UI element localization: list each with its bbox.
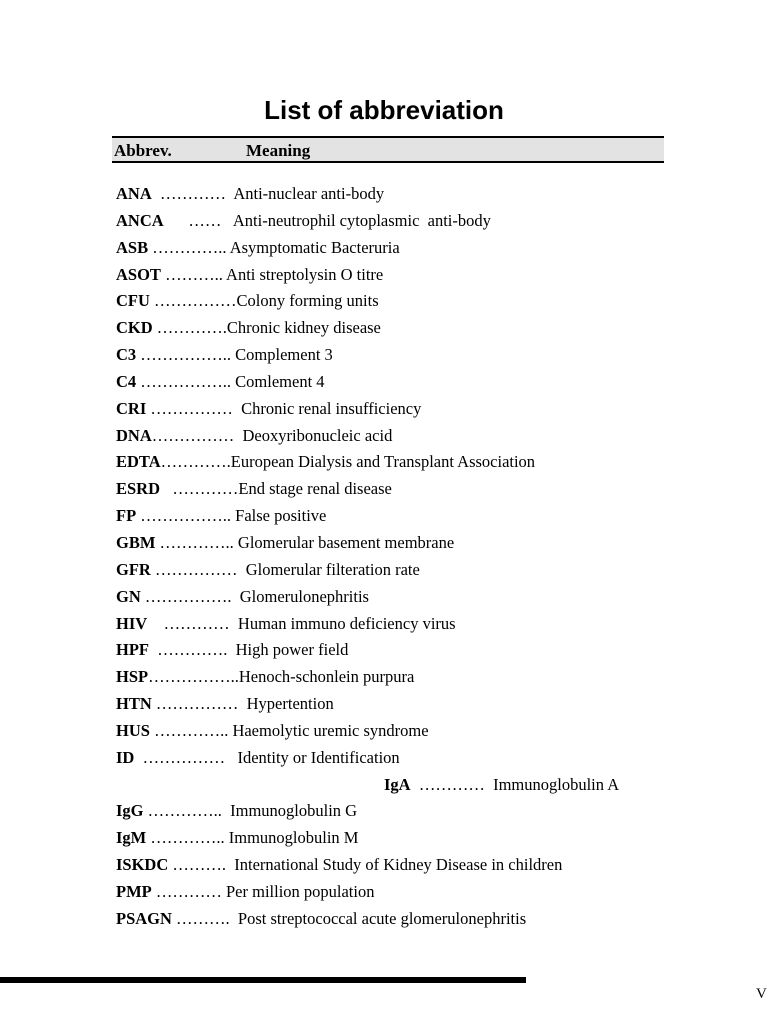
entry-leader-dots: ………….: [160, 452, 231, 472]
entry-meaning: Comlement 4: [235, 371, 325, 391]
header-meaning: Meaning: [246, 141, 311, 160]
entry-leader-dots: …………: [160, 479, 239, 499]
entry-meaning: Asymptomatic Bacteruria: [229, 237, 400, 257]
entry-abbreviation: ID: [116, 747, 135, 767]
entry-abbreviation: PMP: [116, 881, 152, 901]
entry-meaning: False positive: [235, 506, 327, 526]
list-item: [116, 315, 676, 342]
list-item: [116, 611, 676, 638]
entry-leader-dots: …………: [151, 881, 226, 901]
entry-abbreviation: ASOT: [116, 264, 161, 284]
entry-leader-dots: ……………: [150, 559, 246, 579]
entry-abbreviation: ESRD: [116, 479, 161, 499]
entry-abbreviation: FP: [116, 506, 137, 526]
entry-meaning: Henoch-schonlein purpura: [238, 667, 415, 687]
entry-abbreviation: CFU: [116, 291, 150, 311]
entry-abbreviation: HTN: [116, 694, 152, 714]
entry-leader-dots: ……………: [134, 747, 238, 767]
entry-abbreviation: ANCA: [116, 210, 164, 230]
entry-leader-dots: …………..: [146, 828, 229, 848]
entry-leader-dots: …………: [151, 184, 234, 203]
entry-meaning: High power field: [235, 640, 349, 660]
abbreviation-list: [116, 181, 676, 933]
entry-abbreviation: C3: [116, 345, 137, 365]
entry-abbreviation: HPF: [116, 640, 149, 660]
entry-leader-dots: …………..: [148, 237, 230, 257]
entry-leader-dots: …………: [147, 613, 238, 633]
entry-leader-dots: ………..: [160, 264, 227, 284]
entry-leader-dots: ……………: [149, 291, 237, 311]
entry-abbreviation: HIV: [116, 613, 148, 633]
entry-meaning: Chronic kidney disease: [226, 318, 381, 338]
entry-abbreviation: GN: [116, 586, 141, 606]
entry-abbreviation: EDTA: [116, 452, 161, 472]
footer-rule: [0, 977, 526, 983]
entry-leader-dots: ……….: [171, 908, 238, 928]
entry-meaning: Chronic renal insufficiency: [241, 398, 422, 418]
list-item: [116, 503, 676, 530]
entry-meaning: Per million population: [225, 881, 375, 901]
list-item: [116, 852, 676, 879]
entry-leader-dots: …………..: [149, 720, 233, 740]
list-item: [116, 798, 676, 825]
list-item: [116, 825, 676, 852]
entry-meaning: Anti streptolysin O titre: [226, 264, 384, 284]
entry-meaning: Identity or Identification: [237, 747, 400, 767]
entry-abbreviation: HUS: [116, 720, 150, 740]
list-item: [116, 691, 676, 718]
entry-abbreviation: IgA: [384, 774, 411, 794]
list-item: [116, 637, 676, 664]
entry-abbreviation: CRI: [116, 398, 147, 418]
list-item: [116, 879, 676, 906]
list-item: [116, 235, 676, 262]
list-item: [116, 476, 676, 503]
entry-abbreviation: GFR: [116, 559, 151, 579]
list-item: [116, 262, 676, 289]
entry-leader-dots: ……………..: [148, 667, 239, 687]
entry-abbreviation: HSP: [116, 667, 149, 687]
list-item: [116, 772, 676, 799]
entry-abbreviation: CKD: [116, 318, 153, 338]
entry-meaning: Immunoglobulin M: [228, 828, 359, 848]
entry-meaning: Glomerulonephritis: [239, 586, 369, 606]
entry-leader-dots: ……………: [151, 694, 247, 714]
entry-meaning: Haemolytic uremic syndrome: [232, 720, 429, 740]
entry-meaning: Anti-nuclear anti-body: [233, 184, 385, 203]
entry-leader-dots: ……………..: [136, 345, 236, 365]
entry-abbreviation: ISKDC: [116, 855, 169, 875]
list-item: [116, 208, 676, 235]
entry-meaning: Anti-neutrophil cytoplasmic anti-body: [232, 210, 491, 230]
entry-abbreviation: ASB: [116, 237, 149, 257]
entry-meaning: Human immuno deficiency virus: [237, 613, 456, 633]
entry-leader-dots: …………..: [143, 801, 231, 821]
entry-meaning: Glomerular basement membrane: [237, 532, 455, 552]
entry-meaning: Immunoglobulin A: [493, 774, 620, 794]
entry-leader-dots: …………: [410, 774, 494, 794]
list-item: [116, 718, 676, 745]
entry-abbreviation: C4: [116, 371, 137, 391]
entry-meaning: Hypertention: [246, 694, 334, 714]
list-item: [116, 423, 676, 450]
header-abbrev: Abbrev.: [114, 141, 172, 160]
list-item: [116, 745, 676, 772]
entry-meaning: Colony forming units: [236, 291, 379, 311]
list-item: [116, 369, 676, 396]
entry-leader-dots: ………….: [149, 640, 236, 660]
entry-leader-dots: ……………: [151, 425, 243, 445]
entry-meaning: European Dialysis and Transplant Association: [230, 452, 536, 472]
entry-leader-dots: ……….: [168, 855, 235, 875]
entry-meaning: Glomerular filteration rate: [245, 559, 420, 579]
list-item: [116, 449, 676, 476]
list-item: [116, 181, 676, 208]
entry-leader-dots: ……………..: [136, 371, 236, 391]
entry-meaning: End stage renal disease: [238, 479, 392, 499]
page-number: V: [756, 986, 767, 1002]
page-title: List of abbreviation: [264, 95, 504, 125]
entry-leader-dots: ………….: [152, 318, 227, 338]
list-item: [116, 584, 676, 611]
entry-abbreviation: IgG: [116, 801, 144, 821]
entry-meaning: Complement 3: [235, 345, 333, 365]
list-item: [116, 557, 676, 584]
entry-meaning: Immunoglobulin G: [230, 801, 358, 821]
entry-leader-dots: …………….: [140, 586, 240, 606]
entry-meaning: International Study of Kidney Disease in children: [234, 855, 563, 875]
list-item: [116, 396, 676, 423]
entry-meaning: Post streptococcal acute glomerulonephritis: [237, 908, 527, 928]
entry-leader-dots: ……………..: [136, 506, 236, 526]
table-header: [112, 136, 664, 163]
list-item: [116, 530, 676, 557]
entry-abbreviation: PSAGN: [116, 908, 172, 928]
entry-leader-dots: ……: [163, 210, 233, 230]
entry-abbreviation: IgM: [116, 828, 147, 848]
entry-abbreviation: ANA: [116, 184, 152, 203]
list-item: [116, 664, 676, 691]
entry-abbreviation: GBM: [116, 532, 156, 552]
entry-meaning: Deoxyribonucleic acid: [242, 425, 393, 445]
entry-leader-dots: …………..: [155, 532, 238, 552]
entry-abbreviation: DNA: [116, 425, 152, 445]
entry-leader-dots: ……………: [146, 398, 242, 418]
list-item: [116, 288, 676, 315]
list-item: [116, 906, 676, 933]
list-item: [116, 342, 676, 369]
